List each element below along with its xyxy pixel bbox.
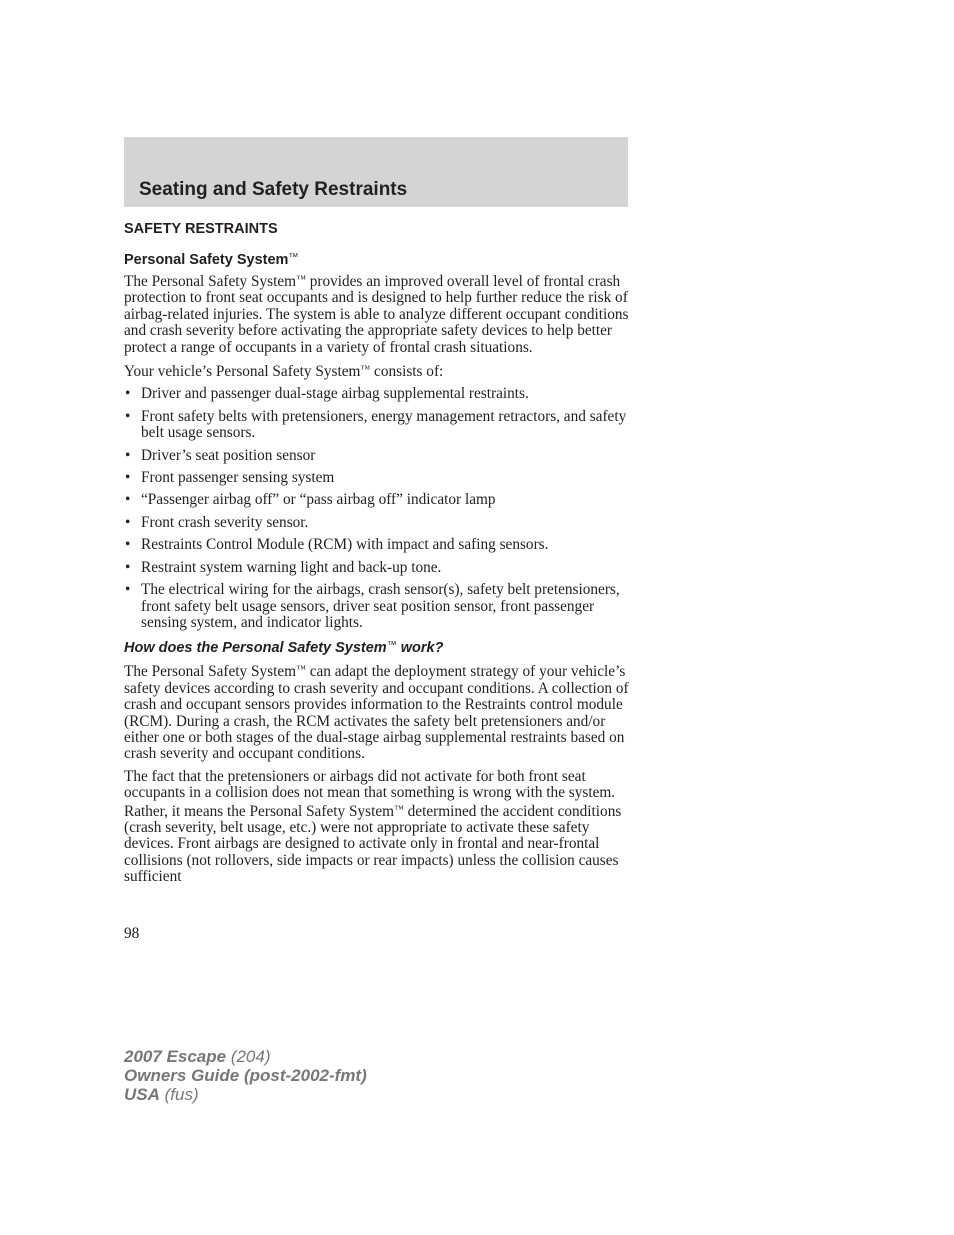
trademark-mark: ™ [386,640,397,652]
list-item: • Driver’s seat position sensor [125,446,316,464]
list-item: • The electrical wiring for the airbags, crash sensor(s), safety belt pretensioners, front safety belt usage sensors, driver seat position sensor, front passenger sensing system, and indicator lights. [125,581,620,631]
list-item: • Front passenger sensing system [125,469,335,487]
footer-line-model: 2007 Escape (204) [124,1047,271,1066]
trademark-mark: ™ [360,364,371,376]
list-item: • Front crash severity sensor. [125,513,309,531]
list-item: • Restraint system warning light and back-up tone. [125,558,442,576]
trademark-mark: ™ [394,803,404,815]
list-item: • “Passenger airbag off” or “pass airbag off” indicator lamp [125,491,496,509]
document-footer [124,1047,367,1104]
section-header-band [124,137,628,207]
subheading-personal-safety-system: Personal Safety System™ [124,252,299,268]
list-item: • Front safety belts with pretensioners, energy management retractors, and safety belt usage sensors. [125,407,627,442]
activation-paragraph: The fact that the pretensioners or airbags did not activate for both front seat occupants in a collision does not mean that something is wrong with the system. Rather, it means the Personal Safety System™ determined the accident conditions (crash severity, belt usage, etc.) were not appropriate to activate these safety devices. Front airbags are designed to activate only in frontal and near-frontal collisions (not rollovers, side impacts or rear impacts) unless the collision causes sufficient [124,767,622,886]
trademark-mark: ™ [288,252,299,263]
list-item: • Driver and passenger dual-stage airbag supplemental restraints. [125,385,529,403]
deployment-paragraph: The Personal Safety System™ can adapt the deployment strategy of your vehicle’s safety devices according to crash severity and occupant conditions. A collection of crash and occupant sensors provides information to the Restraints control module (RCM). During a crash, the RCM activates the safety belt pretensioners and/or either one or both stages of the dual-stage airbag supplemental restraints based on crash severity and occupant conditions. [124,663,629,763]
list-item: • Restraints Control Module (RCM) with impact and safing sensors. [125,536,549,554]
intro-paragraph: The Personal Safety System™ provides an improved overall level of frontal crash protection to front seat occupants and is designed to help further reduce the risk of airbag-related injuries. The system is able to analyze different occupant conditions and crash severity before activating the appropriate safety devices to help better protect a range of occupants in a variety of frontal crash situations. [124,273,629,356]
footer-line-market: USA (fus) [124,1085,199,1104]
components-list [124,386,630,631]
consists-of-paragraph: Your vehicle’s Personal Safety System™ consists of: [124,363,444,381]
section-title: Seating and Safety Restraints [139,179,408,200]
heading-safety-restraints: SAFETY RESTRAINTS [124,221,278,237]
trademark-mark: ™ [296,274,306,285]
subheading-how-does-it-work: How does the Personal Safety System™ work? [124,640,444,657]
page-content [124,220,630,892]
footer-line-guide: Owners Guide (post-2002-fmt) [124,1066,367,1085]
trademark-mark: ™ [296,664,306,676]
page-number: 98 [124,925,140,942]
